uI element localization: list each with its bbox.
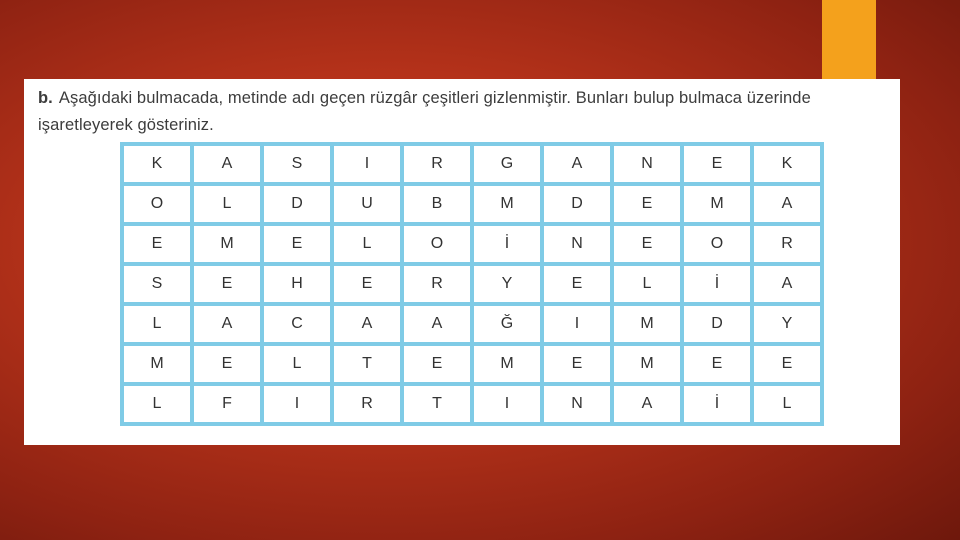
grid-cell[interactable]: L <box>262 344 332 384</box>
grid-cell[interactable]: E <box>192 264 262 304</box>
grid-row <box>122 144 822 184</box>
grid-cell[interactable]: T <box>402 384 472 424</box>
grid-row <box>122 224 822 264</box>
grid-cell[interactable]: M <box>682 184 752 224</box>
instruction-text <box>38 85 898 139</box>
grid-cell[interactable]: U <box>332 184 402 224</box>
grid-cell[interactable]: S <box>262 144 332 184</box>
grid-row <box>122 304 822 344</box>
grid-cell[interactable]: E <box>682 144 752 184</box>
grid-row <box>122 384 822 424</box>
grid-cell[interactable]: E <box>612 184 682 224</box>
grid-cell[interactable]: A <box>542 144 612 184</box>
grid-cell[interactable]: E <box>542 264 612 304</box>
grid-cell[interactable]: D <box>262 184 332 224</box>
grid-cell[interactable]: M <box>122 344 192 384</box>
grid-cell[interactable]: E <box>682 344 752 384</box>
grid-cell[interactable]: L <box>122 304 192 344</box>
grid-cell[interactable]: E <box>332 264 402 304</box>
grid-cell[interactable]: I <box>262 384 332 424</box>
grid-cell[interactable]: F <box>192 384 262 424</box>
content-card <box>24 79 900 445</box>
grid-cell[interactable]: İ <box>682 264 752 304</box>
grid-cell[interactable]: R <box>332 384 402 424</box>
instruction-body: Aşağıdaki bulmacada, metinde adı geçen rüzgâr çeşitleri gizlenmiştir. Bunları bulup bulmaca üzerinde işaretleyerek gösteriniz. <box>38 89 811 134</box>
grid-cell[interactable]: K <box>752 144 822 184</box>
grid-cell[interactable]: A <box>612 384 682 424</box>
grid-cell[interactable]: K <box>122 144 192 184</box>
grid-cell[interactable]: M <box>612 304 682 344</box>
instruction-label: b. <box>38 89 53 107</box>
grid-cell[interactable]: E <box>262 224 332 264</box>
grid-cell[interactable]: Y <box>472 264 542 304</box>
grid-cell[interactable]: İ <box>682 384 752 424</box>
grid-cell[interactable]: A <box>192 144 262 184</box>
grid-cell[interactable]: A <box>752 184 822 224</box>
grid-cell[interactable]: I <box>332 144 402 184</box>
grid-cell[interactable]: M <box>192 224 262 264</box>
grid-cell[interactable]: M <box>472 184 542 224</box>
grid-cell[interactable]: B <box>402 184 472 224</box>
grid-cell[interactable]: N <box>542 224 612 264</box>
grid-row <box>122 344 822 384</box>
grid-cell[interactable]: A <box>752 264 822 304</box>
grid-cell[interactable]: R <box>402 264 472 304</box>
grid-row <box>122 184 822 224</box>
grid-cell[interactable]: L <box>122 384 192 424</box>
grid-cell[interactable]: Y <box>752 304 822 344</box>
grid-cell[interactable]: L <box>192 184 262 224</box>
grid-cell[interactable]: A <box>402 304 472 344</box>
accent-bar <box>822 0 876 80</box>
grid-cell[interactable]: E <box>192 344 262 384</box>
grid-cell[interactable]: C <box>262 304 332 344</box>
grid-cell[interactable]: E <box>542 344 612 384</box>
grid-cell[interactable]: E <box>402 344 472 384</box>
grid-cell[interactable]: N <box>612 144 682 184</box>
grid-cell[interactable]: L <box>332 224 402 264</box>
grid-cell[interactable]: A <box>192 304 262 344</box>
grid-cell[interactable]: R <box>752 224 822 264</box>
grid-cell[interactable]: A <box>332 304 402 344</box>
grid-cell[interactable]: I <box>472 384 542 424</box>
grid-cell[interactable]: O <box>122 184 192 224</box>
grid-row <box>122 264 822 304</box>
grid-cell[interactable]: T <box>332 344 402 384</box>
grid-cell[interactable]: L <box>612 264 682 304</box>
grid-cell[interactable]: D <box>682 304 752 344</box>
grid-cell[interactable]: E <box>612 224 682 264</box>
grid-cell[interactable]: İ <box>472 224 542 264</box>
grid-cell[interactable]: O <box>682 224 752 264</box>
grid-cell[interactable]: Ğ <box>472 304 542 344</box>
grid-cell[interactable]: E <box>752 344 822 384</box>
grid-cell[interactable]: D <box>542 184 612 224</box>
grid-cell[interactable]: O <box>402 224 472 264</box>
grid-cell[interactable]: M <box>472 344 542 384</box>
grid-cell[interactable]: L <box>752 384 822 424</box>
grid-cell[interactable]: M <box>612 344 682 384</box>
grid-cell[interactable]: N <box>542 384 612 424</box>
word-search-grid <box>120 142 824 426</box>
grid-cell[interactable]: I <box>542 304 612 344</box>
grid-cell[interactable]: S <box>122 264 192 304</box>
grid-cell[interactable]: H <box>262 264 332 304</box>
grid-cell[interactable]: G <box>472 144 542 184</box>
grid-cell[interactable]: R <box>402 144 472 184</box>
grid-cell[interactable]: E <box>122 224 192 264</box>
